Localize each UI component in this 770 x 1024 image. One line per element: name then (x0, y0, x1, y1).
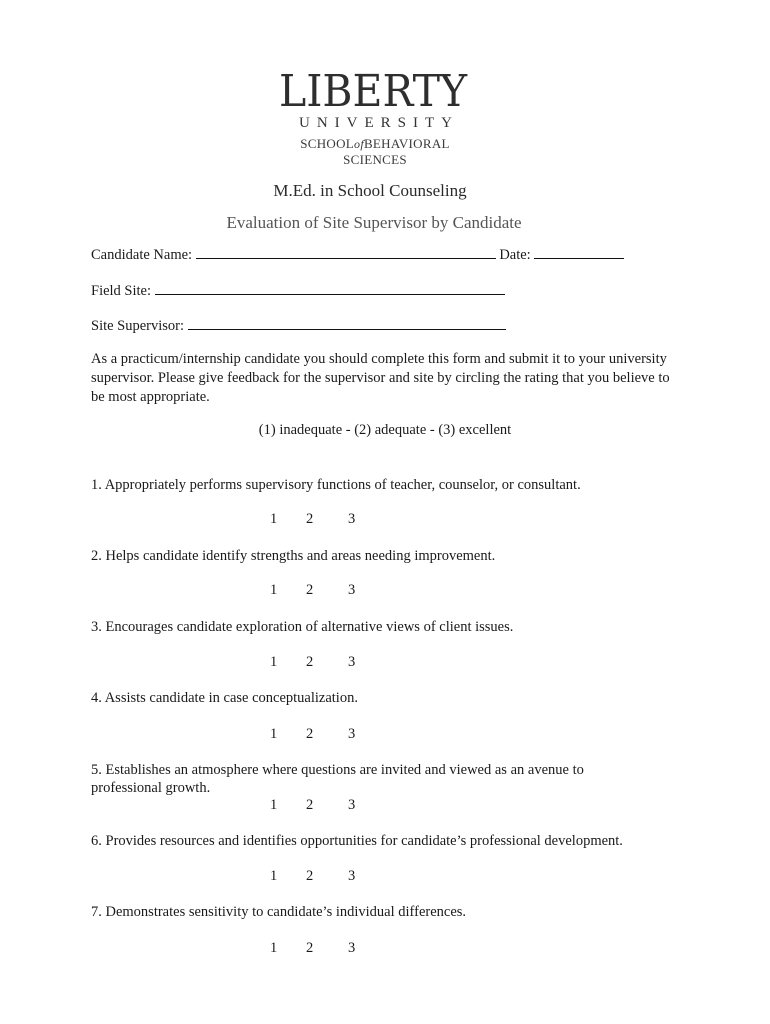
rating-row-5 (270, 797, 384, 814)
rating-row-3 (270, 654, 384, 671)
candidate-name-row (91, 244, 624, 264)
rating-option-2[interactable]: 2 (306, 582, 314, 598)
liberty-logo (250, 65, 500, 167)
form-title: M.Ed. in School Counseling (273, 181, 467, 200)
instructions-paragraph: As a practicum/internship candidate you should complete this form and submit it to your university supervisor. Please give feedback for the supervisor and site by circling the rating that you believe to be most appropriate. (91, 351, 670, 405)
candidate-name-label: Candidate Name: (91, 247, 193, 263)
field-site-label: Field Site: (91, 283, 152, 299)
logo-school-name: SCHOOLofBEHAVIORAL SCIENCES (300, 136, 450, 167)
question-7: 7. Demonstrates sensitivity to candidate’s individual differences. (91, 904, 467, 920)
date-label: Date: (499, 247, 531, 263)
rating-option-2[interactable]: 2 (306, 797, 314, 813)
rating-option-1[interactable]: 1 (270, 797, 278, 813)
rating-option-3[interactable]: 3 (348, 654, 356, 670)
question-2: 2. Helps candidate identify strengths and areas needing improvement. (91, 548, 496, 564)
question-3: 3. Encourages candidate exploration of alternative views of client issues. (91, 619, 514, 635)
rating-option-1[interactable]: 1 (270, 654, 278, 670)
rating-option-3[interactable]: 3 (348, 868, 356, 884)
rating-row-6 (270, 868, 384, 885)
rating-option-2[interactable]: 2 (306, 940, 314, 956)
rating-option-2[interactable]: 2 (306, 868, 314, 884)
rating-option-3[interactable]: 3 (348, 511, 356, 527)
rating-option-2[interactable]: 2 (306, 726, 314, 742)
site-supervisor-field[interactable] (188, 315, 506, 330)
rating-option-3[interactable]: 3 (348, 726, 356, 742)
candidate-name-field[interactable] (196, 244, 496, 259)
site-supervisor-row (91, 315, 506, 335)
rating-option-1[interactable]: 1 (270, 940, 278, 956)
rating-row-4 (270, 726, 384, 743)
question-1: 1. Appropriately performs supervisory functions of teacher, counselor, or consultant. (91, 477, 581, 493)
rating-option-3[interactable]: 3 (348, 582, 356, 598)
rating-row-7 (270, 940, 384, 957)
rating-row-1 (270, 511, 384, 528)
rating-option-1[interactable]: 1 (270, 868, 278, 884)
date-field[interactable] (534, 244, 624, 259)
logo-university: UNIVERSITY (299, 115, 459, 131)
rating-row-2 (270, 582, 384, 599)
question-4: 4. Assists candidate in case conceptualization. (91, 690, 358, 706)
field-site-field[interactable] (155, 280, 505, 295)
field-site-row (91, 280, 505, 300)
rating-option-1[interactable]: 1 (270, 726, 278, 742)
rating-option-3[interactable]: 3 (348, 940, 356, 956)
rating-scale-legend: (1) inadequate - (2) adequate - (3) excellent (258, 422, 512, 438)
rating-option-3[interactable]: 3 (348, 797, 356, 813)
rating-option-1[interactable]: 1 (270, 582, 278, 598)
rating-option-2[interactable]: 2 (306, 511, 314, 527)
logo-wordmark: LIBERTY (278, 65, 468, 117)
rating-option-2[interactable]: 2 (306, 654, 314, 670)
rating-option-1[interactable]: 1 (270, 511, 278, 527)
site-supervisor-label: Site Supervisor: (91, 318, 185, 334)
form-subtitle: Evaluation of Site Supervisor by Candidate (226, 213, 522, 232)
question-6: 6. Provides resources and identifies opportunities for candidate’s professional development. (91, 833, 623, 849)
question-5: 5. Establishes an atmosphere where questions are invited and viewed as an avenue to professional growth. (91, 762, 584, 796)
